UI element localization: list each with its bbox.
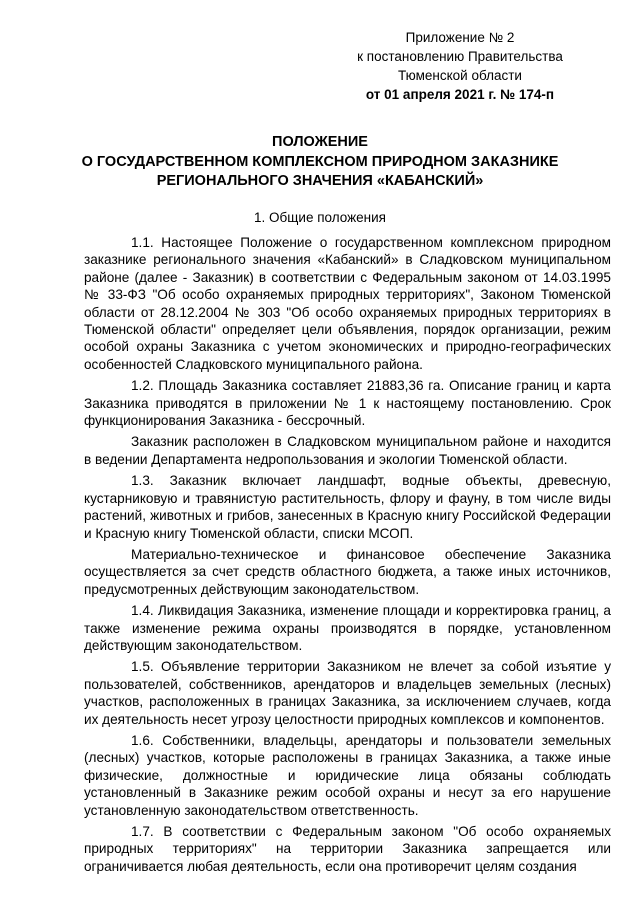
appendix-reference: к постановлению Правительства — [357, 49, 563, 64]
document-title — [40, 133, 600, 192]
paragraph-funding: Материально-техническое и финансовое обеспечение Заказника осуществляется за счет средств областного бюджета, а также иных источников, предусмотренных действующим законодательством. — [84, 546, 611, 597]
document-title-line-3: РЕГИОНАЛЬНОГО ЗНАЧЕНИЯ «КАБАНСКИЙ» — [156, 173, 484, 189]
paragraph-1-1: 1.1. Настоящее Положение о государственном комплексном природном заказнике регионального значения «Кабанский» в Сладковском муниципальном районе (далее - Заказник) в соответствии с Федеральным законом от 14.03.1995 № 33-ФЗ "Об особо охраняемых природных территориях", Законом Тюменской области от 28.12.2004 № 303 "Об особо охраняемых природных территориях в Тюменской области" определяет цели объявления, порядок организации, режим особой охраны Заказника с учетом экономических и природно-географических особенностей Сладковского муниципального района. — [84, 235, 611, 372]
appendix-region: Тюменской области — [398, 68, 522, 83]
paragraph-1-3: 1.3. Заказник включает ландшафт, водные объекты, древесную, кустарниковую и травянистую растительность, флору и фауну, в том числе виды растений, животных и грибов, занесенных в Красную книгу Российской Федерации и Красную книгу Тюменской области, списки МСОП. — [84, 473, 611, 541]
appendix-header — [330, 28, 590, 104]
paragraph-1-2: 1.2. Площадь Заказника составляет 21883,36 га. Описание границ и карта Заказника приводятся в приложении № 1 к настоящему постановлению. Срок функционирования Заказника - бессрочный. — [84, 378, 611, 429]
section-heading: 1. Общие положения — [254, 210, 386, 225]
document-body — [84, 234, 611, 879]
document-title-line-1: ПОЛОЖЕНИЕ — [272, 134, 368, 150]
appendix-date: от 01 апреля 2021 г. № 174-п — [365, 87, 555, 102]
paragraph-1-5: 1.5. Объявление территории Заказником не влечет за собой изъятие у пользователей, собственников, арендаторов и владельцев земельных (лесных) участков, расположенных в границах Заказника, за исключением случаев, когда их деятельность несет угрозу целостности природных комплексов и компонентов. — [84, 659, 611, 727]
document-title-line-2: О ГОСУДАРСТВЕННОМ КОМПЛЕКСНОМ ПРИРОДНОМ ЗАКАЗНИКЕ — [81, 153, 559, 170]
paragraph-1-7: 1.7. В соответствии с Федеральным законом "Об особо охраняемых природных территориях" на территории Заказника запрещается или ограничивается любая деятельность, если она противоречит целям создания — [84, 824, 611, 874]
paragraph-location: Заказник расположен в Сладковском муниципальном районе и находится в ведении Департамента недропользования и экологии Тюменской области. — [84, 434, 611, 467]
paragraph-1-4: 1.4. Ликвидация Заказника, изменение площади и корректировка границ, а также изменение режима охраны производятся в порядке, установленном действующим законодательством. — [84, 603, 611, 653]
appendix-number: Приложение № 2 — [405, 30, 515, 45]
paragraph-1-6: 1.6. Собственники, владельцы, арендаторы и пользователи земельных (лесных) участков, которые расположены в границах Заказника, а также иные физические, должностные и юридические лица обязаны соблюдать установленный в Заказнике режим особой охраны и несут за его нарушение установленную законодательством ответственность. — [84, 732, 611, 818]
